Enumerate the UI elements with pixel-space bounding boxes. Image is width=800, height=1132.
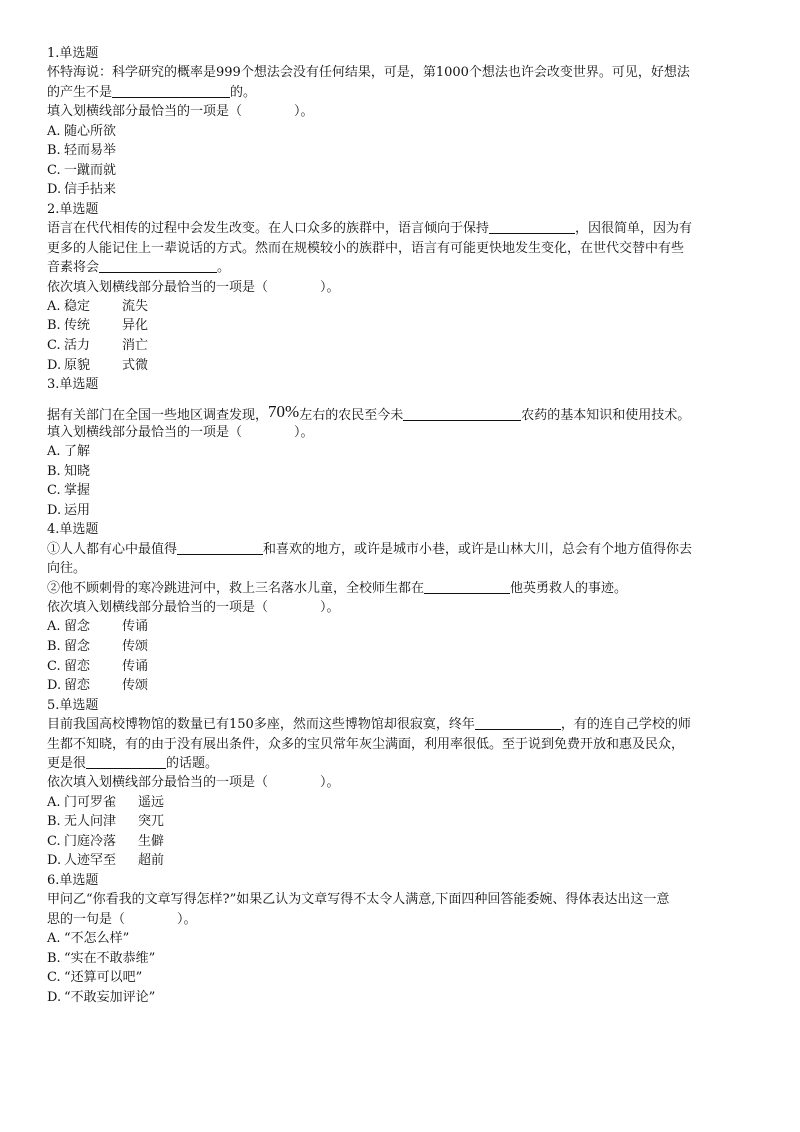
question-prompt: 依次填入划横线部分最恰当的一项是（ ）。 bbox=[47, 775, 340, 791]
option-a[interactable]: A. 了解 bbox=[47, 444, 91, 460]
option-c[interactable]: C. 掌握 bbox=[47, 483, 91, 499]
question-6 bbox=[47, 871, 757, 1008]
answer-blank bbox=[403, 406, 521, 421]
question-stem: ①人人都有心中最值得 和喜欢的地方，或许是城市小巷，或许是山林大川，总会有个地方值得你去 bbox=[47, 541, 693, 557]
answer-blank bbox=[424, 579, 510, 594]
document-page bbox=[47, 44, 757, 1008]
option-a[interactable]: A. “不怎么样” bbox=[47, 931, 130, 947]
question-header: 5.单选题 bbox=[47, 697, 99, 713]
question-prompt: 填入划横线部分最恰当的一项是（ ）。 bbox=[47, 104, 314, 120]
option-d[interactable]: D. 人迹罕至 超前 bbox=[47, 853, 165, 869]
question-stem-cont: 向往。 bbox=[47, 561, 87, 577]
option-c[interactable]: C. 一蹴而就 bbox=[47, 162, 117, 178]
question-prompt: 填入划横线部分最恰当的一项是（ ）。 bbox=[47, 424, 314, 440]
option-a[interactable]: A. 随心所欲 bbox=[47, 123, 117, 139]
option-b[interactable]: B. “实在不敢恭维” bbox=[47, 950, 156, 966]
question-prompt: 依次填入划横线部分最恰当的一项是（ ）。 bbox=[47, 279, 340, 295]
option-c[interactable]: C. 活力 消亡 bbox=[47, 338, 149, 354]
question-3 bbox=[47, 375, 757, 520]
question-header: 6.单选题 bbox=[47, 873, 99, 889]
answer-blank bbox=[99, 258, 217, 273]
question-stem-cont: 思的一句是（ ）。 bbox=[47, 911, 197, 927]
question-header: 4.单选题 bbox=[47, 522, 99, 538]
question-stem: 语言在代代相传的过程中会发生改变。在人口众多的族群中，语言倾向于保持 ，因很简单，因为有 bbox=[47, 221, 693, 237]
option-a[interactable]: A. 留念 传诵 bbox=[47, 619, 149, 635]
option-d[interactable]: D. 信手拈来 bbox=[47, 182, 117, 198]
option-b[interactable]: B. 知晓 bbox=[47, 463, 91, 479]
question-4 bbox=[47, 520, 757, 695]
answer-blank bbox=[489, 219, 575, 234]
answer-blank bbox=[112, 83, 230, 98]
option-d[interactable]: D. 留恋 传颂 bbox=[47, 678, 149, 694]
question-stem-cont: 音素将会 。 bbox=[47, 260, 231, 276]
question-stem-cont: 的产生不是 的。 bbox=[47, 84, 257, 100]
option-c[interactable]: C. 留恋 传诵 bbox=[47, 658, 149, 674]
option-b[interactable]: B. 无人问津 突兀 bbox=[47, 814, 165, 830]
option-c[interactable]: C. 门庭冷落 生僻 bbox=[47, 833, 165, 849]
option-c[interactable]: C. “还算可以吧” bbox=[47, 970, 143, 986]
question-5 bbox=[47, 696, 757, 871]
question-header: 1.单选题 bbox=[47, 46, 99, 61]
option-d[interactable]: D. 原貌 式微 bbox=[47, 357, 149, 373]
question-header: 3.单选题 bbox=[47, 377, 99, 393]
option-b[interactable]: B. 轻而易举 bbox=[47, 143, 117, 159]
question-stem-cont: 更是很 的话题。 bbox=[47, 755, 219, 771]
option-a[interactable]: A. 门可罗雀 遥远 bbox=[47, 794, 165, 810]
option-d[interactable]: D. “不敢妄加评论” bbox=[47, 990, 156, 1006]
question-stem-cont: 更多的人能记住上一辈说话的方式。然而在规模较小的族群中，语言有可能更快地发生变化，在世代交替中有些 bbox=[47, 240, 685, 256]
question-prompt: 依次填入划横线部分最恰当的一项是（ ）。 bbox=[47, 599, 340, 615]
question-stem-cont: 生都不知晓，有的由于没有展出条件，众多的宝贝常年灰尘满面，利用率很低。至于说到免费开放和惠及民众， bbox=[47, 736, 685, 752]
option-b[interactable]: B. 传统 异化 bbox=[47, 318, 149, 334]
option-b[interactable]: B. 留念 传颂 bbox=[47, 638, 149, 654]
question-stem: ②他不顾刺骨的寒冷跳进河中，救上三名落水儿童，全校师生都在 他英勇救人的事迹。 bbox=[47, 580, 628, 596]
question-stem: 怀特海说：科学研究的概率是999个想法会没有任何结果，可是，第1000个想法也许会改变世界。可见，好想法 bbox=[47, 65, 690, 81]
question-stem: 据有关部门在全国一些地区调查发现，70%左右的农民至今未 农药的基本知识和使用技术。 bbox=[47, 401, 691, 423]
answer-blank bbox=[86, 754, 166, 769]
question-2 bbox=[47, 200, 757, 375]
option-a[interactable]: A. 稳定 流失 bbox=[47, 298, 149, 314]
question-1 bbox=[47, 44, 757, 200]
answer-blank bbox=[475, 715, 561, 730]
option-d[interactable]: D. 运用 bbox=[47, 502, 91, 518]
percent-value: 70% bbox=[268, 401, 300, 421]
answer-blank bbox=[177, 540, 263, 555]
question-stem: 甲问乙“你看我的文章写得怎样?”如果乙认为文章写得不太令人满意,下面四种回答能委婉、得体表达出这一意 bbox=[47, 892, 670, 908]
question-header: 2.单选题 bbox=[47, 201, 99, 217]
question-stem: 目前我国高校博物馆的数量已有150多座，然而这些博物馆却很寂寞，终年 ，有的连自己学校的师 bbox=[47, 717, 691, 733]
